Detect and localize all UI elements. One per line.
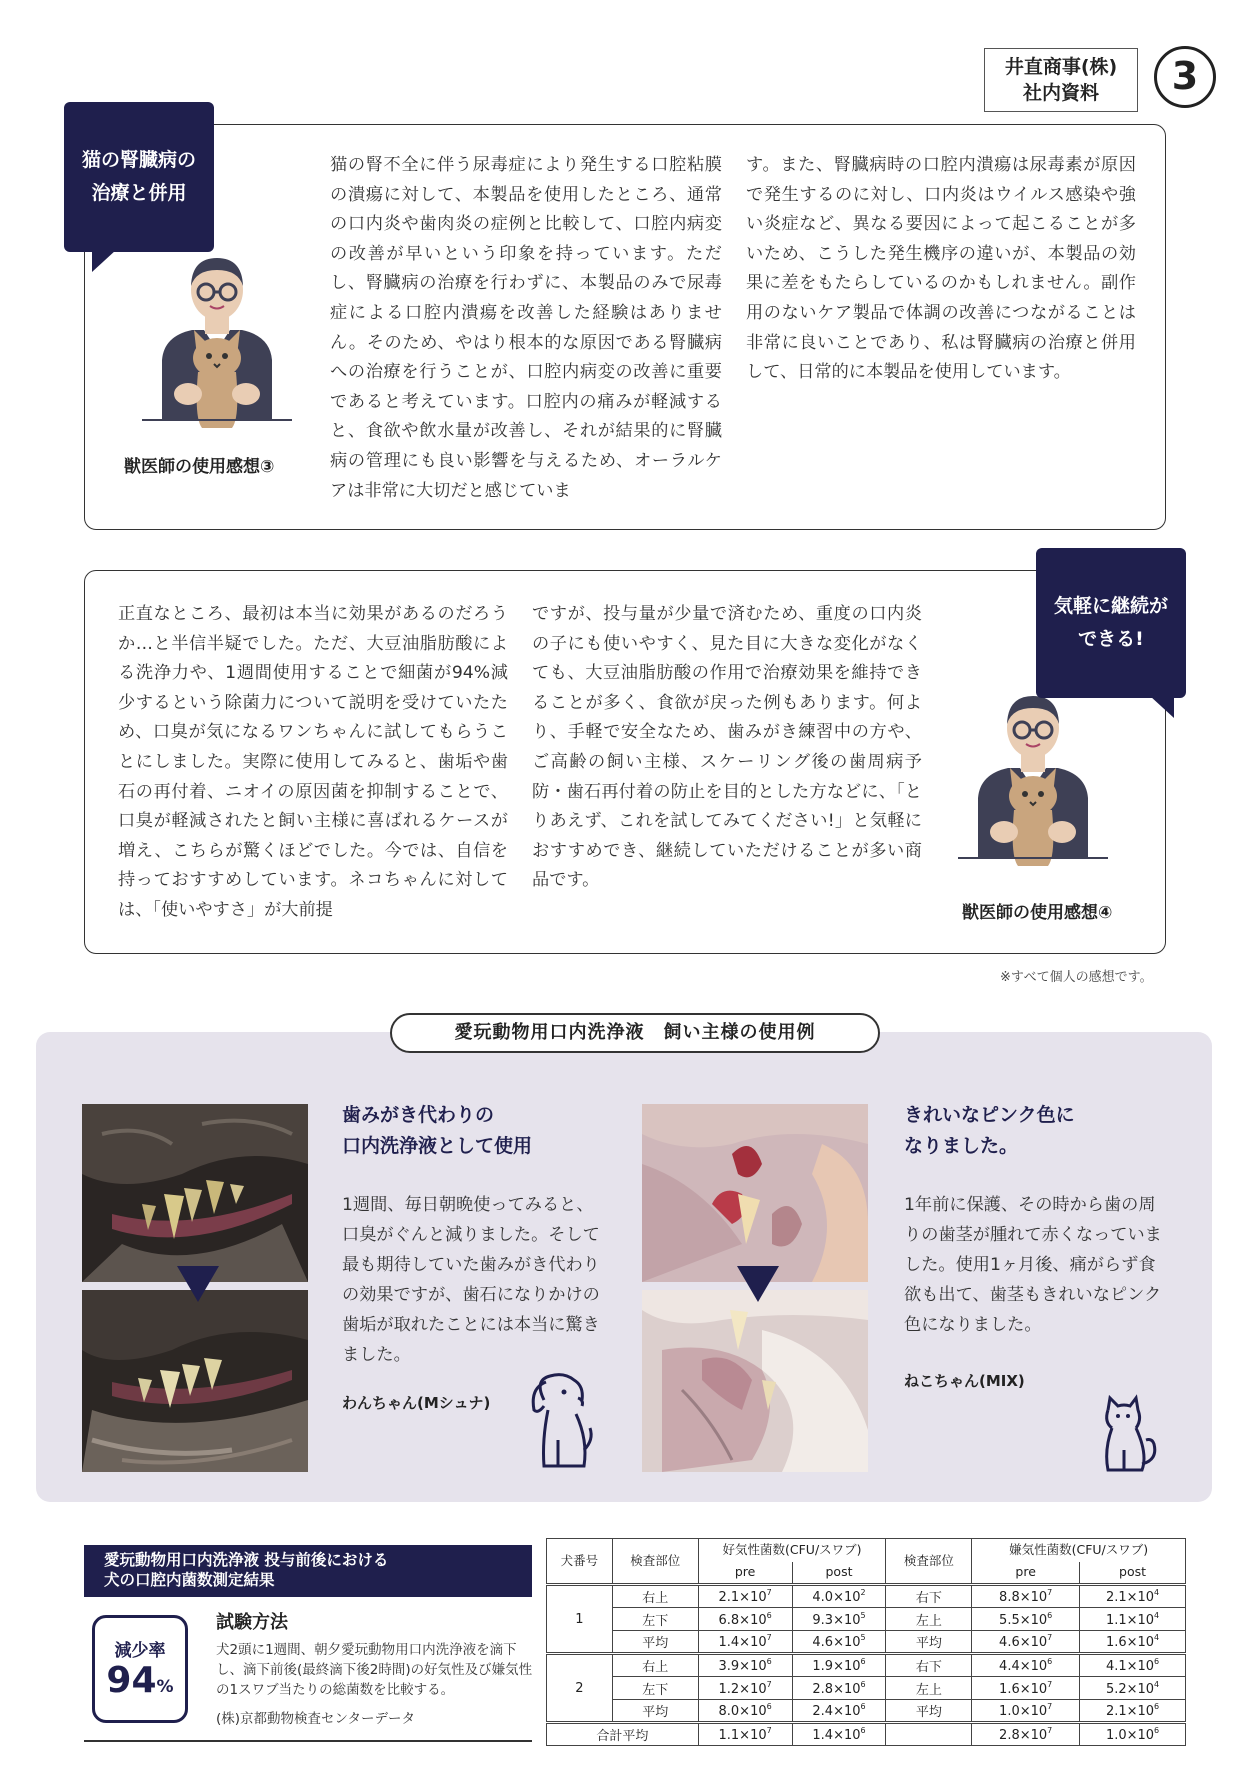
scientific-value bbox=[999, 1590, 1052, 1605]
value-mantissa: 2.1×10 bbox=[1105, 1590, 1155, 1605]
total-label-cell: 合計平均 bbox=[547, 1723, 699, 1746]
site-cell: 右上 bbox=[612, 1654, 698, 1677]
value-mantissa: 8.8×10 bbox=[999, 1590, 1048, 1605]
anaerobic-pre-cell bbox=[972, 1677, 1080, 1700]
value-mantissa: 1.6×10 bbox=[999, 1681, 1048, 1697]
value-mantissa: 1.9×10 bbox=[812, 1659, 861, 1674]
vet-comment-text: 猫の腎不全に伴う尿毒症により発生する口腔粘膜の潰瘍に対して、本製品を使用したところ、通常の口内炎や歯肉炎の症例と比較して、口腔内病変の改善が早いという印象を持っています。ただし、腎臓病の治療を行わずに、本製品のみで尿毒症による口腔内潰瘍を改善した経験はありません。そのため、やはり根本的な原因である腎臓病への治療を行うことが、口腔内病変の改善に重要であると考えています。口腔内の痛みが軽減すると、食欲や飲水量が改善し、それが結果的に腎臓病の管理にも良い影響を与えるため、オーラルケアは非常に大切だと感じていま bbox=[330, 155, 722, 501]
value-mantissa: 1.0×10 bbox=[1105, 1728, 1155, 1743]
anaerobic-pre-cell bbox=[972, 1585, 1080, 1608]
anaerobic-post-cell bbox=[1080, 1723, 1186, 1746]
site-cell: 平均 bbox=[612, 1700, 698, 1723]
header-site: 検査部位 bbox=[886, 1539, 972, 1585]
company-name: 井直商事(株) bbox=[1004, 56, 1118, 78]
aerobic-pre-cell bbox=[698, 1677, 792, 1700]
bubble-line: できる! bbox=[1078, 628, 1144, 650]
rate-unit: % bbox=[156, 1677, 174, 1697]
value-exponent: 6 bbox=[860, 1679, 866, 1689]
bubble-tail bbox=[1150, 696, 1174, 718]
header-site: 検査部位 bbox=[612, 1539, 698, 1585]
aerobic-pre-cell bbox=[698, 1608, 792, 1631]
value-mantissa: 2.8×10 bbox=[999, 1728, 1048, 1743]
case-title-line: なりました。 bbox=[904, 1135, 1019, 1157]
value-exponent: 6 bbox=[860, 1702, 866, 1711]
value-mantissa: 5.5×10 bbox=[999, 1612, 1048, 1628]
header-post: post bbox=[792, 1562, 886, 1585]
aerobic-post-cell bbox=[792, 1631, 886, 1654]
rate-number: 94 bbox=[106, 1660, 157, 1701]
site-cell: 右下 bbox=[886, 1654, 972, 1677]
header-pre: pre bbox=[972, 1562, 1080, 1585]
value-mantissa: 1.1×10 bbox=[718, 1728, 767, 1743]
dog-icon bbox=[524, 1370, 596, 1472]
value-exponent: 7 bbox=[1047, 1588, 1053, 1597]
site-cell: 右下 bbox=[886, 1585, 972, 1608]
dog-case-text: 1週間、毎日朝晩使ってみると、口臭がぐんと減りました。そして最も期待していた歯みがき代わりの効果ですが、歯石になりかけの歯垢が取れたことには本当に驚きました。 bbox=[342, 1195, 600, 1365]
aerobic-pre-cell bbox=[698, 1585, 792, 1608]
case-title-line: きれいなピンク色に bbox=[904, 1104, 1075, 1126]
value-exponent: 6 bbox=[766, 1702, 772, 1711]
vet-comment-text: ですが、投与量が少量で済むため、重度の口内炎の子にも使いやすく、見た目に大きな変化がなくても、大豆油脂肪酸の作用で治療効果を維持できることが多く、食欲が戻った例もあります。何より、手軽で安全なため、歯みがき練習中の方や、ご高齢の飼い主様、スケーリング後の歯周病予防・歯石再付着の防止を目的とした方などに、「とりあえず、これを試してみてください!」と気軽におすすめでき、継続していただけることが多い商品です。 bbox=[532, 604, 922, 891]
cat-gums-after-photo bbox=[642, 1290, 868, 1472]
results-header-line: 犬の口腔内菌数測定結果 bbox=[104, 1571, 275, 1589]
aerobic-post-cell bbox=[792, 1608, 886, 1631]
value-mantissa: 4.0×10 bbox=[812, 1590, 861, 1605]
vet-comment-text: 正直なところ、最初は本当に効果があるのだろうか…と半信半疑でした。ただ、大豆油脂肪酸による洗浄力や、1週間使用することで細菌が94%減少するという除菌力について説明を受けていたため、口臭が気になるワンちゃんに試してもらうことにしました。実際に使用してみると、歯垢や歯石の再付着、ニオイの原因菌を抑制することで、口臭が軽減されたと飼い主様に喜ばれるケースが増え、こちらが驚くほどでした。今では、自信を持っておすすめしています。ネコちゃんに対しては、「使いやすさ」が大前提 bbox=[118, 604, 508, 920]
header-pre: pre bbox=[698, 1562, 792, 1585]
value-mantissa: 9.3×10 bbox=[812, 1612, 861, 1628]
aerobic-pre-cell bbox=[698, 1631, 792, 1654]
anaerobic-post-cell bbox=[1080, 1677, 1186, 1700]
value-mantissa: 1.1×10 bbox=[1105, 1612, 1155, 1628]
bubble-line: 気軽に継続が bbox=[1053, 595, 1168, 617]
value-exponent: 6 bbox=[1154, 1726, 1160, 1735]
scientific-value bbox=[999, 1704, 1052, 1719]
cat-icon bbox=[1096, 1394, 1160, 1474]
page-number: 3 bbox=[1154, 46, 1216, 108]
site-cell: 平均 bbox=[612, 1631, 698, 1654]
value-mantissa: 3.9×10 bbox=[718, 1659, 767, 1674]
value-exponent: 6 bbox=[1047, 1657, 1053, 1666]
method-title: 試験方法 bbox=[216, 1612, 288, 1633]
value-exponent: 6 bbox=[1154, 1657, 1160, 1666]
aerobic-post-cell bbox=[792, 1654, 886, 1677]
value-mantissa: 1.2×10 bbox=[718, 1681, 767, 1697]
anaerobic-post-cell bbox=[1080, 1654, 1186, 1677]
speech-bubble-easy bbox=[1036, 548, 1186, 698]
cat-case-title bbox=[904, 1100, 1075, 1162]
scientific-value bbox=[1105, 1679, 1160, 1697]
scientific-value bbox=[719, 1728, 772, 1743]
aerobic-post-cell bbox=[792, 1723, 886, 1746]
site-cell: 平均 bbox=[886, 1631, 972, 1654]
aerobic-pre-cell bbox=[698, 1723, 792, 1746]
scientific-value bbox=[999, 1635, 1052, 1650]
company-label bbox=[984, 48, 1138, 112]
anaerobic-pre-cell bbox=[972, 1700, 1080, 1723]
anaerobic-pre-cell bbox=[972, 1608, 1080, 1631]
value-exponent: 6 bbox=[766, 1610, 772, 1620]
header-dog-number: 犬番号 bbox=[547, 1539, 613, 1585]
scientific-value bbox=[719, 1590, 772, 1605]
site-cell: 右上 bbox=[612, 1585, 698, 1608]
anaerobic-post-cell bbox=[1080, 1585, 1186, 1608]
reduction-rate-badge bbox=[92, 1615, 188, 1723]
bubble-line: 猫の腎臓病の bbox=[81, 149, 196, 171]
scientific-value bbox=[1106, 1590, 1159, 1605]
site-cell: 左下 bbox=[612, 1608, 698, 1631]
vet-with-cat-icon bbox=[958, 688, 1108, 878]
value-exponent: 7 bbox=[1047, 1679, 1053, 1689]
dog-teeth-after-photo bbox=[82, 1290, 308, 1472]
vet-with-cat-icon bbox=[142, 250, 292, 440]
scientific-value bbox=[719, 1659, 772, 1674]
scientific-value bbox=[1106, 1635, 1159, 1650]
value-exponent: 7 bbox=[766, 1588, 772, 1597]
table-row bbox=[547, 1608, 1186, 1631]
scientific-value bbox=[1106, 1704, 1159, 1719]
table-row bbox=[547, 1631, 1186, 1654]
header-aerobic: 好気性菌数(CFU/スワブ) bbox=[698, 1539, 886, 1562]
scientific-value bbox=[999, 1679, 1053, 1697]
aerobic-post-cell bbox=[792, 1700, 886, 1723]
scientific-value bbox=[812, 1590, 865, 1605]
dog-teeth-before-photo bbox=[82, 1104, 308, 1282]
dog-number-cell: 2 bbox=[547, 1654, 613, 1723]
value-mantissa: 5.2×10 bbox=[1105, 1681, 1155, 1697]
results-header bbox=[84, 1545, 532, 1597]
anaerobic-post-cell bbox=[1080, 1631, 1186, 1654]
internal-doc-label: 社内資料 bbox=[1022, 82, 1099, 104]
site-cell bbox=[886, 1723, 972, 1746]
scientific-value bbox=[812, 1659, 865, 1674]
before-after-arrow-icon bbox=[177, 1266, 219, 1302]
site-cell: 平均 bbox=[886, 1700, 972, 1723]
table-row bbox=[547, 1700, 1186, 1723]
table-row bbox=[547, 1677, 1186, 1700]
value-mantissa: 1.6×10 bbox=[1105, 1635, 1155, 1650]
anaerobic-post-cell bbox=[1080, 1700, 1186, 1723]
site-cell: 左上 bbox=[886, 1677, 972, 1700]
value-mantissa: 4.4×10 bbox=[999, 1659, 1048, 1674]
value-mantissa: 1.4×10 bbox=[812, 1728, 861, 1743]
bubble-tail bbox=[92, 250, 116, 272]
scientific-value bbox=[999, 1728, 1052, 1743]
scientific-value bbox=[1105, 1610, 1160, 1628]
value-exponent: 5 bbox=[860, 1633, 866, 1642]
value-mantissa: 4.6×10 bbox=[999, 1635, 1048, 1650]
value-mantissa: 8.0×10 bbox=[718, 1704, 767, 1719]
value-mantissa: 6.8×10 bbox=[718, 1612, 767, 1628]
value-exponent: 4 bbox=[1154, 1633, 1160, 1642]
disclaimer-note: ※すべて個人の感想です。 bbox=[1000, 970, 1153, 985]
site-cell: 左上 bbox=[886, 1608, 972, 1631]
scientific-value bbox=[999, 1659, 1052, 1674]
dog-number-cell: 1 bbox=[547, 1585, 613, 1654]
anaerobic-pre-cell bbox=[972, 1723, 1080, 1746]
header-post: post bbox=[1080, 1562, 1186, 1585]
scientific-value bbox=[719, 1635, 772, 1650]
aerobic-post-cell bbox=[792, 1677, 886, 1700]
owner-section-title: 愛玩動物用口内洗浄液 飼い主様の使用例 bbox=[390, 1013, 880, 1053]
cat-gums-before-photo bbox=[642, 1104, 868, 1282]
value-exponent: 5 bbox=[860, 1610, 866, 1620]
anaerobic-post-cell bbox=[1080, 1608, 1186, 1631]
table-total-row bbox=[547, 1723, 1186, 1746]
value-exponent: 4 bbox=[1154, 1679, 1160, 1689]
value-exponent: 4 bbox=[1154, 1610, 1160, 1620]
before-after-arrow-icon bbox=[737, 1266, 779, 1302]
results-header-line: 愛玩動物用口内洗浄液 投与前後における bbox=[104, 1551, 389, 1569]
scientific-value bbox=[1106, 1659, 1159, 1674]
aerobic-pre-cell bbox=[698, 1700, 792, 1723]
scientific-value bbox=[812, 1704, 865, 1719]
table-row bbox=[547, 1585, 1186, 1608]
value-exponent: 4 bbox=[1154, 1588, 1160, 1597]
anaerobic-pre-cell bbox=[972, 1654, 1080, 1677]
aerobic-post-cell bbox=[792, 1585, 886, 1608]
header-anaerobic: 嫌気性菌数(CFU/スワブ) bbox=[972, 1539, 1186, 1562]
scientific-value bbox=[999, 1610, 1053, 1628]
value-exponent: 6 bbox=[1047, 1610, 1053, 1620]
dog-case-title bbox=[342, 1100, 532, 1162]
value-mantissa: 2.4×10 bbox=[812, 1704, 861, 1719]
scientific-value bbox=[812, 1635, 865, 1650]
scientific-value bbox=[812, 1728, 865, 1743]
value-exponent: 6 bbox=[860, 1726, 866, 1735]
value-exponent: 7 bbox=[766, 1679, 772, 1689]
value-mantissa: 2.1×10 bbox=[1105, 1704, 1155, 1719]
value-exponent: 7 bbox=[1047, 1726, 1053, 1735]
vet-comment-text: す。また、腎臓病時の口腔内潰瘍は尿毒素が原因で発生するのに対し、口内炎はウイルス感染や強い炎症など、異なる要因によって起こることが多いため、こうした発生機序の違いが、本製品の効果に差をもたらしているのかもしれません。副作用のないケア製品で体調の改善につながることは非常に良いことであり、私は腎臓病の治療と併用して、日常的に本製品を使用しています。 bbox=[746, 155, 1136, 383]
value-mantissa: 1.4×10 bbox=[718, 1635, 767, 1650]
speech-bubble-kidney bbox=[64, 102, 214, 252]
value-exponent: 7 bbox=[766, 1633, 772, 1642]
aerobic-pre-cell bbox=[698, 1654, 792, 1677]
vet-caption: 獣医師の使用感想④ bbox=[962, 903, 1113, 923]
value-exponent: 7 bbox=[1047, 1633, 1053, 1642]
value-exponent: 6 bbox=[766, 1657, 772, 1666]
value-exponent: 7 bbox=[1047, 1702, 1053, 1711]
scientific-value bbox=[1106, 1728, 1159, 1743]
dog-pet-label: わんちゃん(Mシュナ) bbox=[342, 1394, 491, 1412]
value-exponent: 7 bbox=[766, 1726, 772, 1735]
bubble-line: 治療と併用 bbox=[91, 182, 187, 204]
reduction-rate-label: 減少率 bbox=[114, 1641, 166, 1661]
value-mantissa: 4.6×10 bbox=[812, 1635, 861, 1650]
scientific-value bbox=[718, 1679, 772, 1697]
bacteria-count-table bbox=[546, 1538, 1186, 1746]
method-text: 犬2頭に1週間、朝夕愛玩動物用口内洗浄液を滴下し、滴下前後(最終滴下後2時間)の好気性及び嫌気性の1スワブ当たりの総菌数を比較する。 bbox=[216, 1642, 533, 1698]
value-mantissa: 2.1×10 bbox=[718, 1590, 767, 1605]
value-mantissa: 4.1×10 bbox=[1105, 1659, 1155, 1674]
value-exponent: 2 bbox=[860, 1588, 866, 1597]
site-cell: 左下 bbox=[612, 1677, 698, 1700]
divider bbox=[84, 1740, 532, 1742]
cat-pet-label: ねこちゃん(MIX) bbox=[904, 1372, 1025, 1390]
anaerobic-pre-cell bbox=[972, 1631, 1080, 1654]
reduction-rate-value bbox=[95, 1661, 185, 1707]
data-source: (株)京都動物検査センターデータ bbox=[216, 1711, 415, 1727]
table-row bbox=[547, 1654, 1186, 1677]
scientific-value bbox=[812, 1679, 866, 1697]
scientific-value bbox=[719, 1704, 772, 1719]
value-exponent: 6 bbox=[1154, 1702, 1160, 1711]
scientific-value bbox=[812, 1610, 866, 1628]
cat-case-text: 1年前に保護、その時から歯の周りの歯茎が腫れて赤くなっていました。使用1ヶ月後、痛がらず食欲も出て、歯茎もきれいなピンク色になりました。 bbox=[904, 1195, 1162, 1335]
value-exponent: 6 bbox=[860, 1657, 866, 1666]
scientific-value bbox=[718, 1610, 772, 1628]
case-title-line: 歯みがき代わりの bbox=[342, 1104, 495, 1126]
vet-caption: 獣医師の使用感想③ bbox=[124, 457, 275, 477]
case-title-line: 口内洗浄液として使用 bbox=[342, 1135, 533, 1157]
value-mantissa: 2.8×10 bbox=[812, 1681, 861, 1697]
value-mantissa: 1.0×10 bbox=[999, 1704, 1048, 1719]
